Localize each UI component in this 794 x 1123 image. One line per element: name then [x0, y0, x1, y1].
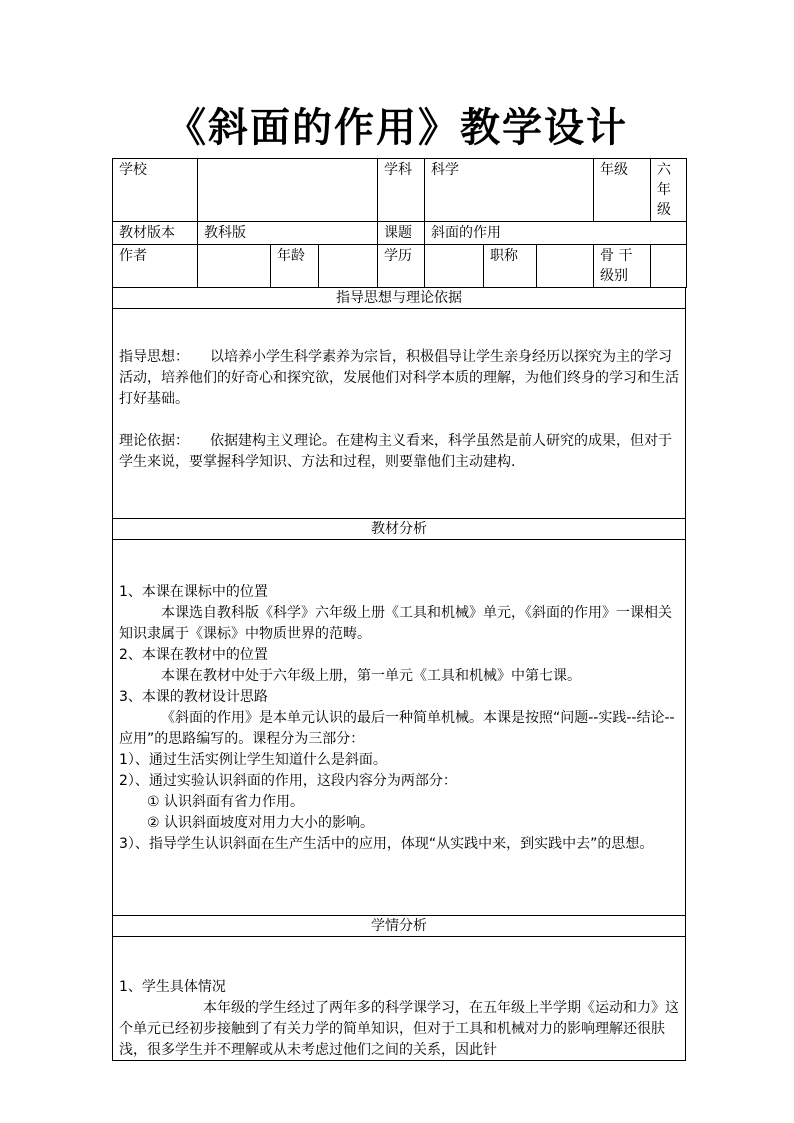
topic-label: 课题 — [378, 222, 425, 245]
backbone-value — [651, 245, 687, 288]
student-h1: 1、学生具体情况 — [119, 979, 226, 995]
school-value — [198, 159, 378, 222]
guide-thought: 指导思想： 以培养小学生科学素养为宗旨，积极倡导让学生亲身经历以探究为主的学习活动，培养他们的好奇心和探究欲，发展他们对科学本质的理解，为他们终身的学习和生活打好基础。 — [119, 349, 679, 407]
material-h2: 2、本课在教材中的位置 — [119, 647, 268, 663]
material-l1: 1）、通过生活实例让学生知道什么是斜面。 — [119, 752, 387, 768]
title-value — [537, 245, 594, 288]
school-label: 学校 — [113, 159, 198, 222]
student-t1: 本年级的学生经过了两年多的科学课学习，在五年级上半学期《运动和力》这个单元已经初步接触到了有关力学的简单知识，但对于工具和机械对力的影响理解还很肤浅，很多学生并不理解或从未考虑过他们之间的关系，因此针 — [119, 1000, 679, 1058]
material-t3: 《斜面的作用》是本单元认识的最后一种简单机械。本课是按照“问题--实践--结论--应用”的思路编写的。课程分为三部分： — [119, 710, 675, 747]
material-heading: 教材分析 — [112, 519, 686, 540]
student-heading: 学情分析 — [112, 916, 686, 937]
material-l2: 2）、通过实验认识斜面的作用，这段内容分为两部分： — [119, 773, 457, 789]
material-body — [112, 540, 686, 916]
grade-label: 年级 — [594, 159, 651, 222]
edition-label: 教材版本 — [113, 222, 198, 245]
guide-body — [112, 309, 686, 519]
age-label: 年龄 — [271, 245, 319, 288]
education-label: 学历 — [378, 245, 425, 288]
subject-label: 学科 — [378, 159, 425, 222]
material-t1: 本课选自教科版《科学》六年级上册《工具和机械》单元，《斜面的作用》一课相关知识隶属于《课标》中物质世界的范畴。 — [119, 605, 672, 642]
grade-value: 六年级 — [651, 159, 687, 222]
education-value — [425, 245, 484, 288]
age-value — [319, 245, 378, 288]
material-h1: 1、本课在课标中的位置 — [119, 584, 268, 600]
lesson-plan-sheet — [112, 158, 686, 1061]
info-table — [112, 158, 687, 288]
material-c2: ② 认识斜面坡度对用力大小的影响。 — [147, 815, 375, 831]
guide-theory: 理论依据： 依据建构主义理论。在建构主义看来，科学虽然是前人研究的成果，但对于学生来说，要掌握科学知识、方法和过程，则要靠他们主动建构. — [119, 433, 672, 470]
edition-value: 教科版 — [198, 222, 378, 245]
student-body — [112, 937, 686, 1061]
material-h3: 3、本课的教材设计思路 — [119, 689, 268, 705]
subject-value: 科学 — [425, 159, 594, 222]
document-title: 《斜面的作用》教学设计 — [166, 104, 628, 151]
material-l3: 3）、指导学生认识斜面在生产生活中的应用，体现“从实践中来，到实践中去”的思想。 — [119, 836, 654, 852]
material-c1: ① 认识斜面有省力作用。 — [147, 794, 305, 810]
author-label: 作者 — [113, 245, 198, 288]
title-label: 职称 — [484, 245, 537, 288]
topic-value: 斜面的作用 — [425, 222, 687, 245]
author-value — [198, 245, 271, 288]
backbone-label: 骨 干 级别 — [594, 245, 651, 288]
material-t2: 本课在教材中处于六年级上册，第一单元《工具和机械》中第七课。 — [161, 668, 581, 684]
guide-heading: 指导思想与理论依据 — [112, 288, 686, 309]
